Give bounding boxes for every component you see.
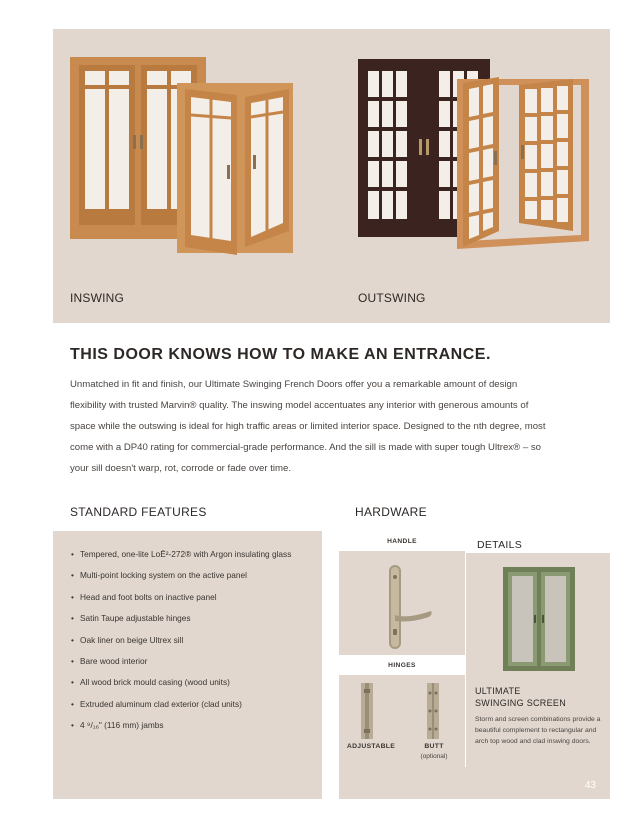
feature-text: Head and foot bolts on inactive panel <box>80 591 217 602</box>
handle-label: HANDLE <box>387 538 417 545</box>
feature-text: 4 ⁹/₁₆" (116 mm) jambs <box>80 720 164 731</box>
outswing-caption: OUTSWING <box>358 291 426 305</box>
screen-description: Storm and screen combinations provide a beautiful complement to rectangular and arch top wood and clad inswing doors. <box>475 716 601 745</box>
inswing-door-image <box>67 55 297 265</box>
features-list <box>71 549 291 742</box>
handle-image <box>383 563 435 653</box>
adjustable-hinge-image <box>359 683 375 739</box>
standard-features-heading: STANDARD FEATURES <box>70 505 207 519</box>
feature-text: Tempered, one-lite LoĒ²-272® with Argon insulating glass <box>80 549 292 559</box>
feature-text: Bare wood interior <box>80 655 148 666</box>
butt-hinge-label: BUTT <box>424 743 444 750</box>
butt-hinge-image <box>425 683 441 739</box>
page-number: 43 <box>584 780 596 791</box>
bullet: • <box>71 655 74 666</box>
list-item <box>71 720 291 741</box>
bullet: • <box>71 591 74 602</box>
details-heading: DETAILS <box>477 539 523 551</box>
list-item <box>71 570 291 591</box>
list-item <box>71 549 291 570</box>
intro-paragraph: Unmatched in fit and finish, our Ultimate Swinging French Doors offer you a remarkable amount of design flexibility with trusted Marvin® quality. The inswing model accentuates any interior with generous amounts of space while the outswing is ideal for high traffic areas or limited interior space. Designed to the nth degree, most come with a DP40 rating for commercial-grade performance. And the sill is made with super tough Ultrex® – so your sill doesn't warp, rot, corrode or fade over time. <box>70 379 546 474</box>
outswing-door-image <box>353 55 593 265</box>
bullet: • <box>71 613 74 624</box>
bullet: • <box>71 720 74 731</box>
list-item <box>71 677 291 698</box>
feature-text: Extruded aluminum clad exterior (clad units) <box>80 698 242 709</box>
adjustable-hinge-label: ADJUSTABLE <box>346 743 396 750</box>
door-photo-panel <box>53 29 610 323</box>
list-item <box>71 592 291 613</box>
bullet: • <box>71 677 74 688</box>
hardware-details-panel <box>339 531 610 799</box>
screen-title-line2: SWINGING SCREEN <box>475 698 567 708</box>
swinging-screen-image <box>501 565 577 673</box>
screen-title <box>475 685 566 709</box>
feature-text: All wood brick mould casing (wood units) <box>80 677 230 688</box>
page-headline: THIS DOOR KNOWS HOW TO MAKE AN ENTRANCE. <box>70 346 491 363</box>
list-item <box>71 635 291 656</box>
outswing-open-left-panel <box>463 77 499 247</box>
list-item <box>71 699 291 720</box>
hardware-heading: HARDWARE <box>355 505 427 519</box>
inswing-caption: INSWING <box>70 291 125 305</box>
standard-features-panel <box>53 531 322 799</box>
list-item <box>71 656 291 677</box>
list-item <box>71 613 291 634</box>
bullet: • <box>71 634 74 645</box>
feature-text: Multi-point locking system on the active panel <box>80 570 247 581</box>
feature-text: Satin Taupe adjustable hinges <box>80 613 191 624</box>
bullet: • <box>71 549 74 559</box>
bullet: • <box>71 698 74 709</box>
bullet: • <box>71 570 74 581</box>
hardware-divider <box>465 531 466 767</box>
feature-text: Oak liner on beige Ultrex sill <box>80 634 184 645</box>
butt-hinge-note: (optional) <box>420 753 448 760</box>
hinges-label: HINGES <box>388 662 416 669</box>
screen-title-line1: ULTIMATE <box>475 686 521 696</box>
